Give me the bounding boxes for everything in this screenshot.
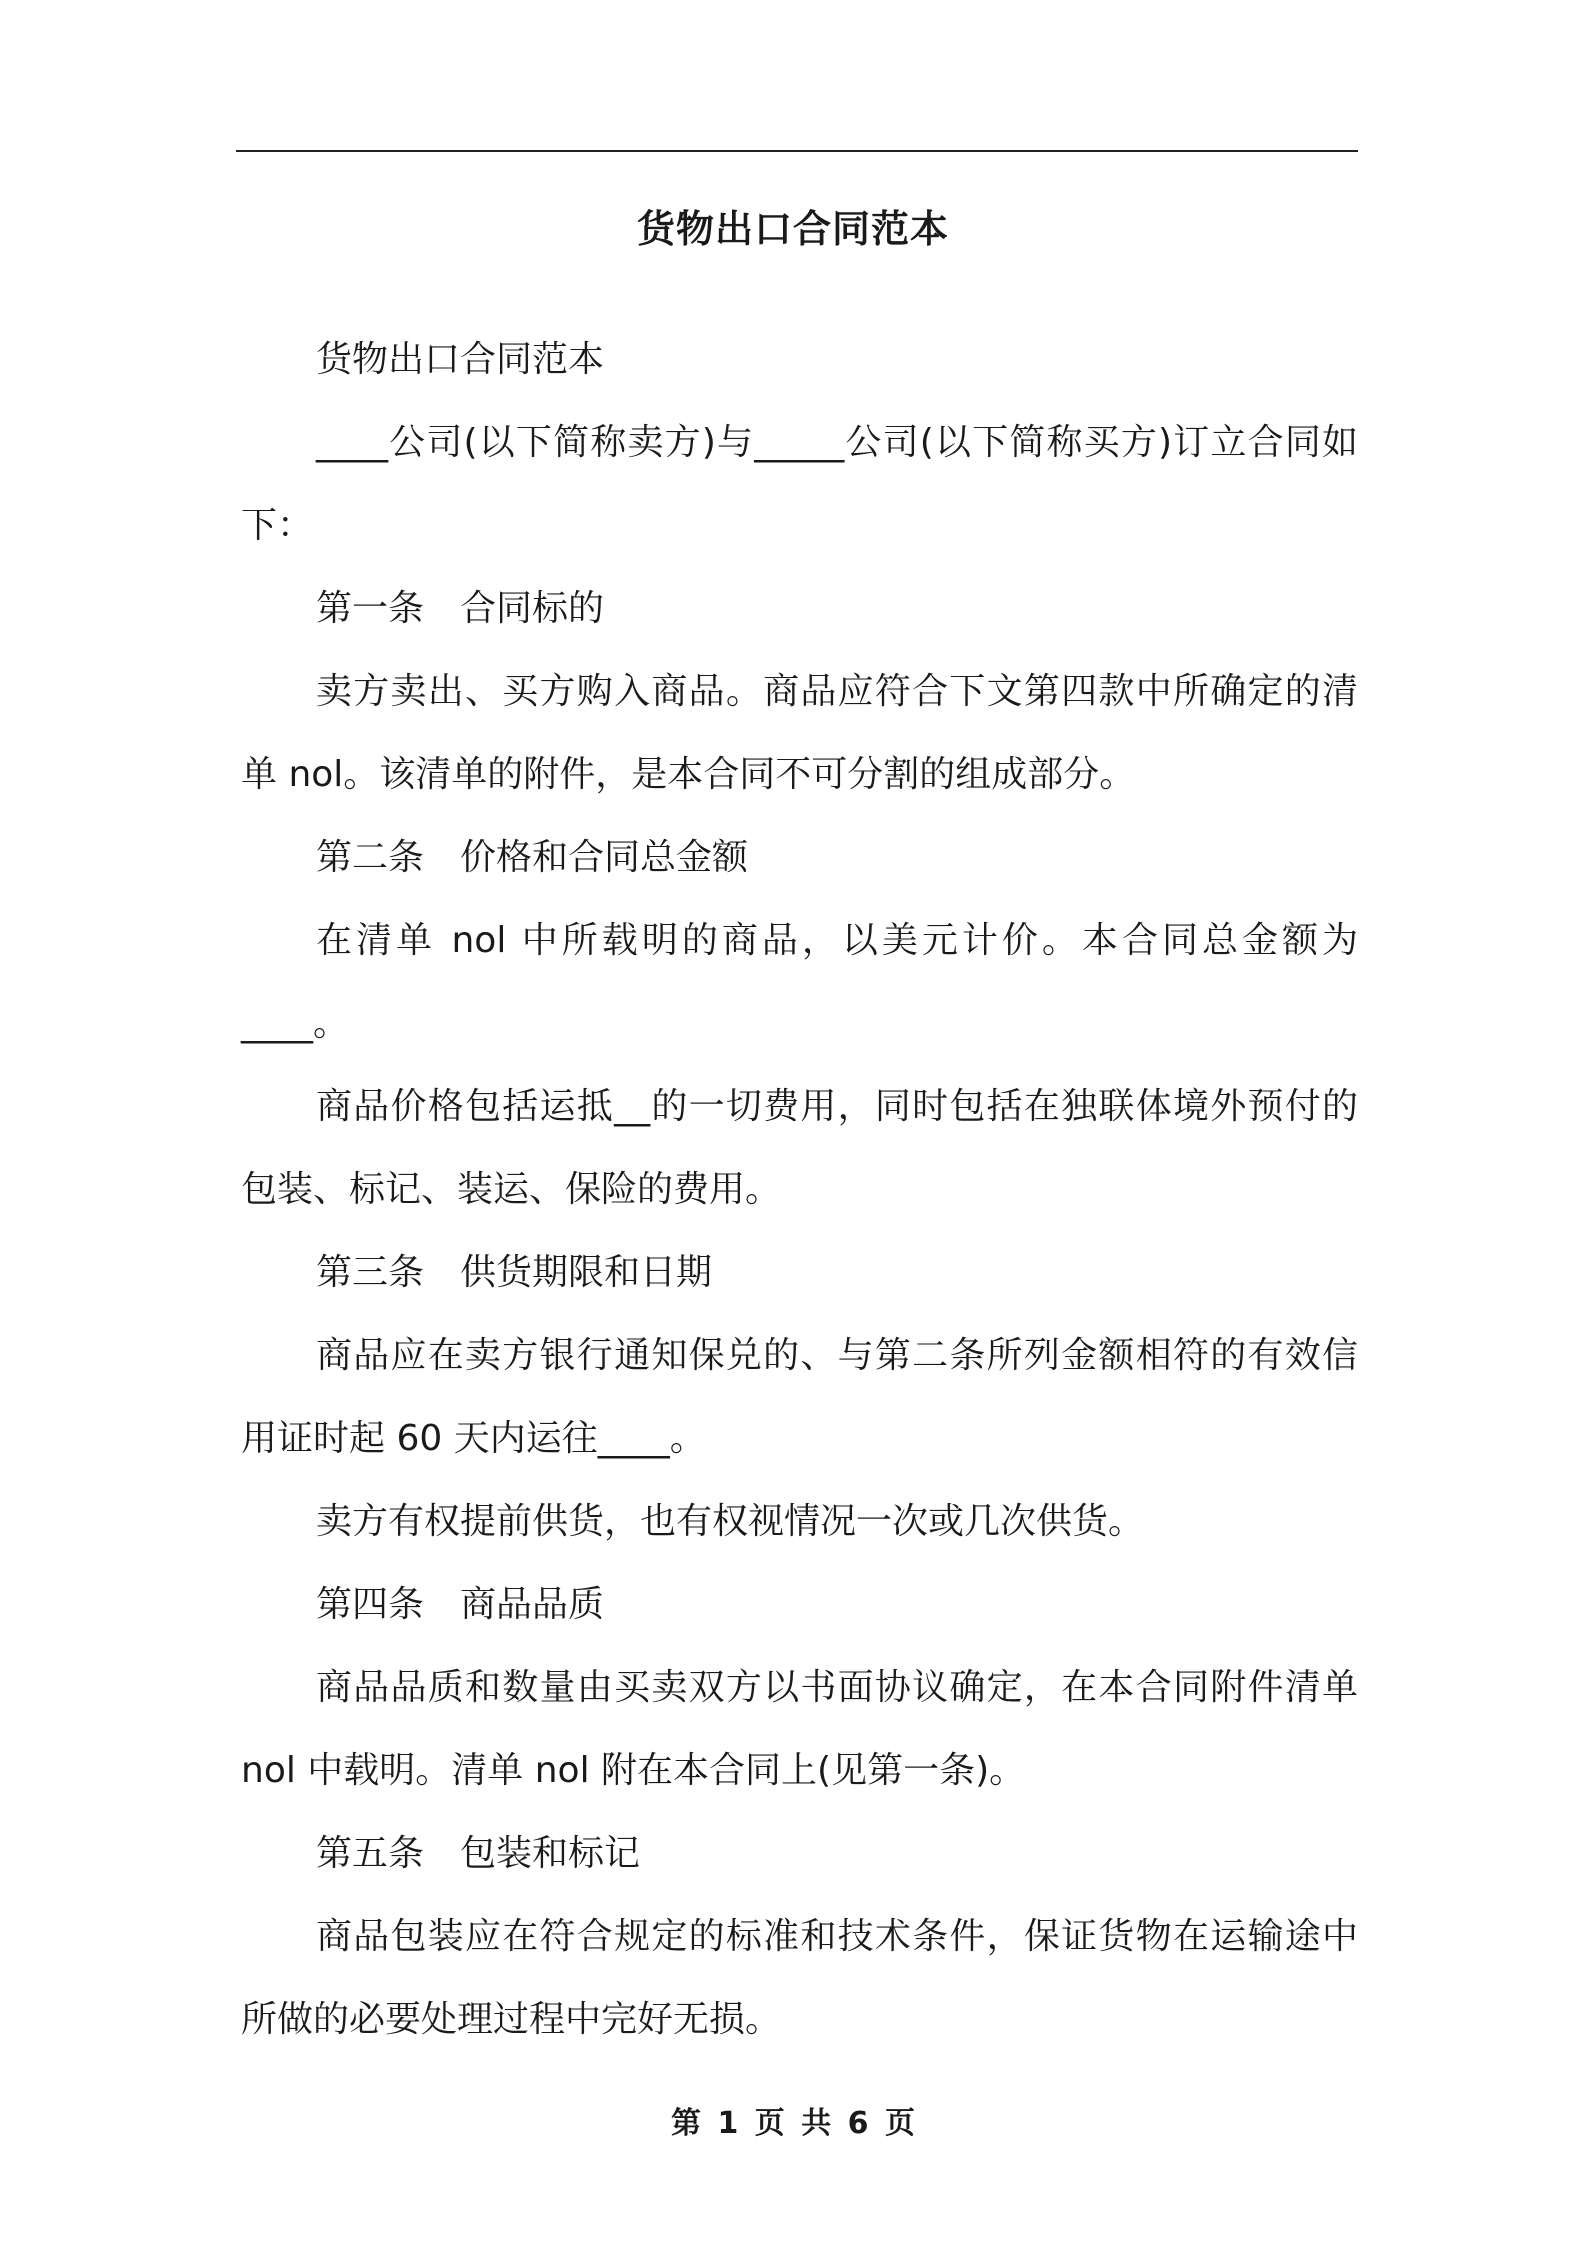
article-title: 包装和标记: [460, 1833, 641, 1874]
body-paragraph: 在清单 nol 中所载明的商品，以美元计价。本合同总金额为____。: [241, 920, 1358, 1044]
article-number: 第一条: [316, 588, 425, 629]
document-title: 货物出口合同范本: [636, 207, 949, 251]
article-title: 价格和合同总金额: [460, 837, 749, 878]
article-heading: [241, 1563, 1358, 1646]
body-paragraph: 卖方有权提前供货，也有权视情况一次或几次供货。: [316, 1501, 1145, 1542]
body-paragraph: 货物出口合同范本: [316, 339, 605, 380]
article-title: 供货期限和日期: [460, 1252, 713, 1293]
article-title: 合同标的: [460, 588, 605, 629]
body-paragraph: ____公司(以下简称卖方)与_____公司(以下简称买方)订立合同如下：: [241, 422, 1358, 546]
article-number: 第三条: [316, 1252, 425, 1293]
article-heading: [241, 816, 1358, 899]
body-paragraph: 商品包装应在符合规定的标准和技术条件，保证货物在运输途中所做的必要处理过程中完好无损。: [241, 1916, 1358, 2040]
body-paragraph: 卖方卖出、买方购入商品。商品应符合下文第四款中所确定的清单 nol。该清单的附件，是本合同不可分割的组成部分。: [241, 671, 1358, 795]
page-number: 第 1 页 共 6 页: [671, 2106, 915, 2141]
body-paragraph: 商品品质和数量由买卖双方以书面协议确定，在本合同附件清单 nol 中载明。清单 nol 附在本合同上(见第一条)。: [241, 1667, 1358, 1791]
header-rule: [236, 150, 1358, 152]
article-title: 商品品质: [460, 1584, 605, 1625]
article-heading: [241, 1231, 1358, 1314]
body-paragraph: 商品应在卖方银行通知保兑的、与第二条所列金额相符的有效信用证时起 60 天内运往____。: [241, 1335, 1358, 1459]
article-heading: [241, 567, 1358, 650]
document-body: [241, 318, 1358, 2061]
article-number: 第二条: [316, 837, 425, 878]
article-number: 第五条: [316, 1833, 425, 1874]
body-paragraph: 商品价格包括运抵__的一切费用，同时包括在独联体境外预付的包装、标记、装运、保险的费用。: [241, 1086, 1358, 1210]
article-number: 第四条: [316, 1584, 425, 1625]
article-heading: [241, 1812, 1358, 1895]
